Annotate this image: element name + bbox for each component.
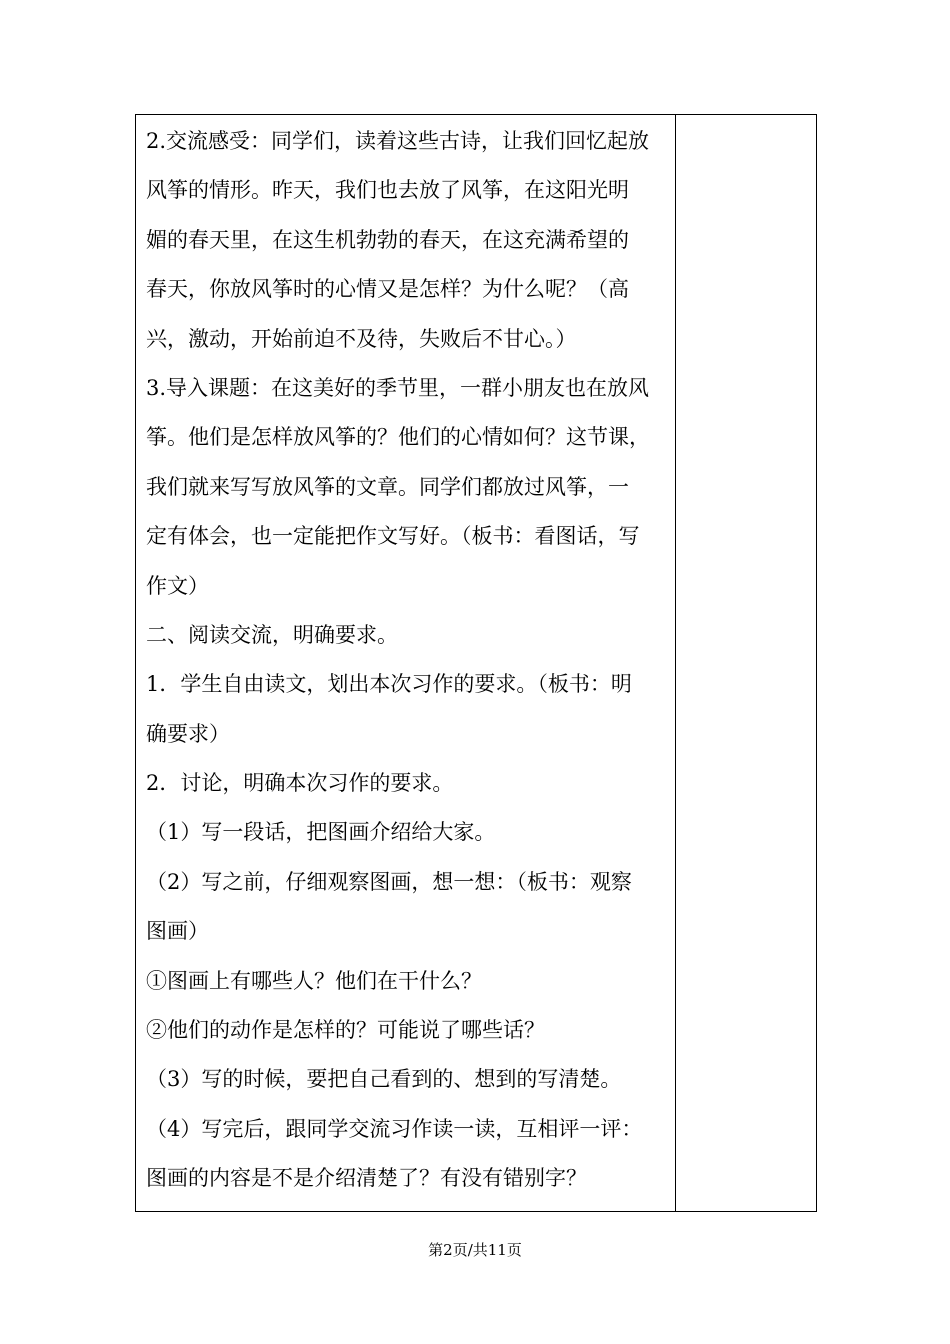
text-line: （3）写的时候，要把自己看到的、想到的写清楚。 (146, 1067, 622, 1092)
text-line: 图画的内容是不是介绍清楚了？有没有错别字？ (146, 1166, 587, 1191)
teaching-content-cell (136, 115, 676, 1211)
section-heading: 二、阅读交流，明确要求。 (146, 622, 398, 647)
text-line: ②他们的动作是怎样的？可能说了哪些话？ (146, 1018, 545, 1043)
text-line: 筝。他们是怎样放风筝的？他们的心情如何？这节课， (146, 425, 650, 450)
text-line: （4）写完后，跟同学交流习作读一读，互相评一评： (146, 1116, 643, 1141)
text-line: 媚的春天里，在这生机勃勃的春天，在这充满希望的 (146, 227, 629, 252)
text-line: ①图画上有哪些人？他们在干什么？ (146, 968, 482, 993)
text-line: 2.交流感受：同学们，读着这些古诗，让我们回忆起放 (146, 129, 650, 153)
text-line: （1）写一段话，把图画介绍给大家。 (146, 820, 496, 845)
text-line: 图画） (146, 919, 209, 944)
text-line: 我们就来写写放风筝的文章。同学们都放过风筝，一 (146, 474, 629, 499)
page-number: 第2页/共11页 (428, 1241, 522, 1259)
text-line: 风筝的情形。昨天，我们也去放了风筝，在这阳光明 (146, 178, 629, 203)
teaching-content-text (146, 117, 670, 1204)
text-line: 1．学生自由读文，划出本次习作的要求。（板书：明 (146, 672, 632, 697)
text-line: 2．讨论，明确本次习作的要求。 (146, 771, 454, 796)
text-line: 定有体会，也一定能把作文写好。（板书：看图话，写 (146, 524, 640, 549)
text-line: 3.导入课题：在这美好的季节里，一群小朋友也在放风 (146, 375, 650, 400)
lesson-table (135, 114, 817, 1212)
text-line: （2）写之前，仔细观察图画，想一想：（板书：观察 (146, 869, 632, 894)
text-line: 兴，激动，开始前迫不及待，失败后不甘心。） (146, 326, 577, 351)
text-line: 确要求） (146, 721, 230, 746)
notes-cell (676, 115, 816, 1211)
text-line: 春天，你放风筝时的心情又是怎样？为什么呢？（高 (146, 277, 629, 302)
text-line: 作文） (146, 573, 209, 598)
